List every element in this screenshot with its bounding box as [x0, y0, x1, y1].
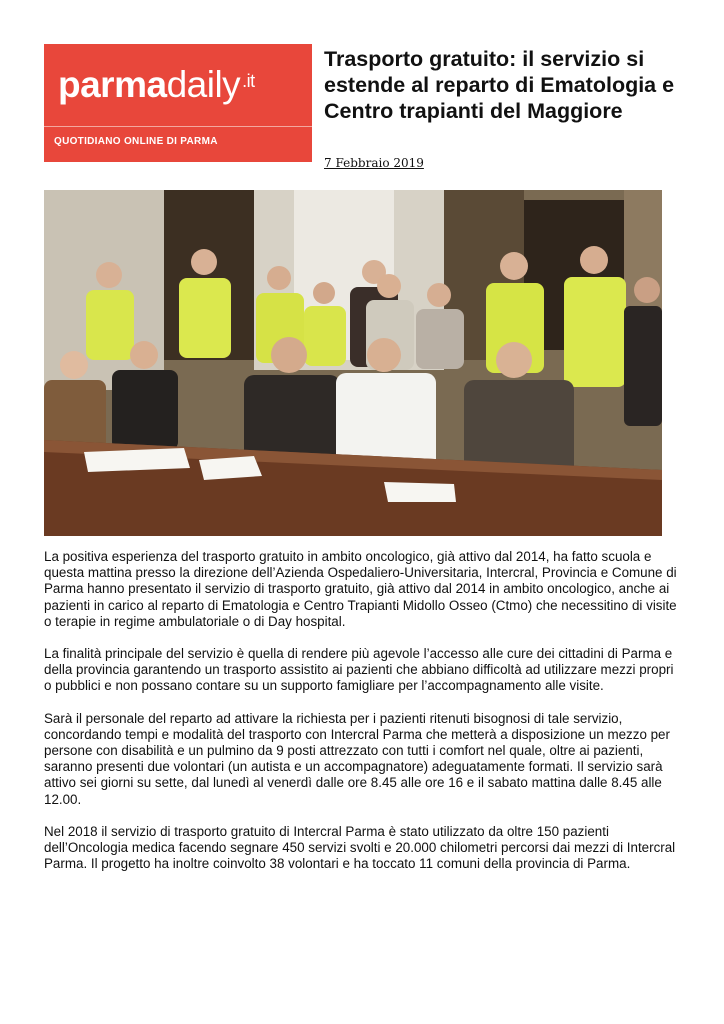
logo-tagline: QUOTIDIANO ONLINE DI PARMA — [54, 136, 218, 147]
article-photo — [44, 190, 662, 536]
logo-word-tld: .it — [242, 71, 255, 91]
parmadaily-logo[interactable] — [44, 44, 312, 162]
logo-word-daily: daily — [166, 64, 241, 105]
article-body — [44, 549, 680, 888]
article-paragraph: La positiva esperienza del trasporto gratuito in ambito oncologico, già attivo dal 2014, ha fatto scuola e questa mattina presso la direzione dell’Azienda Ospedaliero-Universitaria, Intercral, Provincia e Comune di Parma hanno presentato il servizio di trasporto gratuito, già attivo dal 2014 in ambito oncologico, anche ai pazienti in carico al reparto di Ematologia e Centro Trapianti Midollo Osseo (Ctmo) che necessitino di visite o terapie in regime ambulatoriale o di Day hospital. — [44, 549, 677, 629]
logo-divider — [44, 126, 312, 127]
article-paragraph: Sarà il personale del reparto ad attivare la richiesta per i pazienti ritenuti bisognosi di tale servizio, concordando tempi e modalità del trasporto con Intercral Parma che metterà a disposizione un mezzo per persone con disabilità e un pulmino da 9 posti attrezzato con tutti i comfort nel quale, oltre ai pazienti, saranno presenti due volontari (un autista e un accompagnatore) adeguatamente formati. Il servizio sarà attivo sei giorni su sette, dal lunedì al venerdì dalle ore 8.45 alle ore 16 e il sabato mattina dalle 8.45 alle 12.00. — [44, 710, 670, 807]
logo-wordmark — [58, 64, 255, 106]
photo-illustration — [44, 190, 662, 536]
logo-word-parma: parma — [58, 64, 167, 105]
article-paragraph: La finalità principale del servizio è quella di rendere più agevole l’accesso alle cure dei cittadini di Parma e della provincia garantendo un trasporto assistito ai pazienti che abbiano difficoltà ad utilizzare mezzi propri o pubblici e non possano contare su un supporto famigliare per l’accompagnamento alle visite. — [44, 646, 674, 694]
article-paragraph: Nel 2018 il servizio di trasporto gratuito di Intercral Parma è stato utilizzato da oltre 150 pazienti dell’Oncologia medica facendo segnare 450 servizi svolti e 20.000 chilometri percorsi dai mezzi di Intercral Parma. Il progetto ha inoltre coinvolto 38 volontari e ha toccato 11 comuni della provincia di Parma. — [44, 823, 676, 872]
article-title: Trasporto gratuito: il servizio si estende al reparto di Ematologia e Centro trapianti del Maggiore — [324, 47, 675, 123]
article-date[interactable]: 7 Febbraio 2019 — [324, 156, 424, 170]
